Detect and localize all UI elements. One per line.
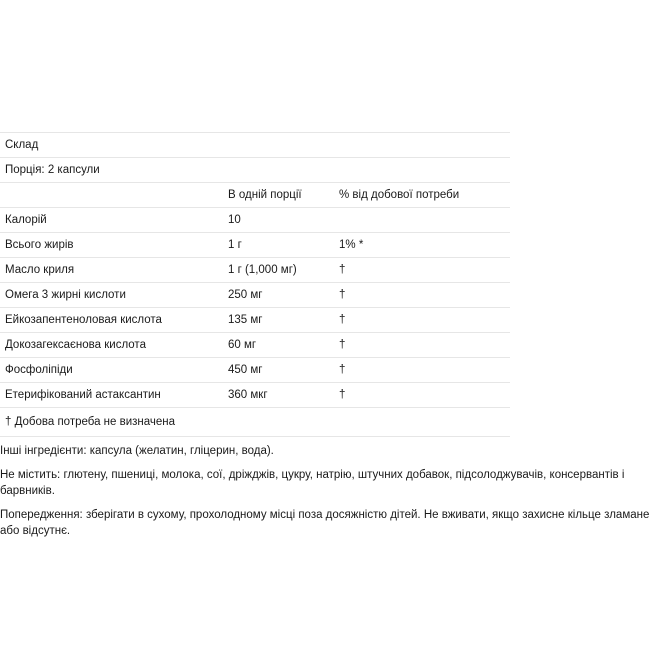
serving-size: Порція: 2 капсули bbox=[5, 164, 100, 176]
nutrient-amount: 360 мкг bbox=[228, 389, 268, 401]
other-ingredients bbox=[0, 443, 672, 459]
nutrient-dv: 1% * bbox=[339, 239, 364, 251]
nutrient-amount: 10 bbox=[228, 214, 241, 226]
free-of-line-1: Не містить: глютену, пшениці, молока, сої, дріжджів, цукру, натрію, штучних добавок, підсолоджувачів, консервантів і bbox=[0, 469, 625, 481]
free-of-line-2: барвників. bbox=[0, 485, 55, 497]
nutrient-amount: 250 мг bbox=[228, 289, 263, 301]
nutrient-name: Масло криля bbox=[5, 264, 75, 276]
table-row bbox=[0, 282, 510, 307]
free-of-statement bbox=[0, 467, 672, 499]
nutrient-name: Фосфоліпіди bbox=[5, 364, 73, 376]
table-row bbox=[0, 332, 510, 357]
supplement-facts-table bbox=[0, 132, 510, 437]
warning-statement bbox=[0, 507, 672, 539]
footnote-row bbox=[0, 407, 510, 437]
table-row bbox=[0, 232, 510, 257]
table-row bbox=[0, 357, 510, 382]
nutrient-dv: † bbox=[339, 314, 346, 326]
nutrient-name: Калорій bbox=[5, 214, 47, 226]
table-header-row bbox=[0, 182, 510, 207]
nutrient-dv: † bbox=[339, 339, 346, 351]
nutrient-amount: 60 мг bbox=[228, 339, 257, 351]
warning-line-1: Попередження: зберігати в сухому, прохолодному місці поза досяжністю дітей. Не вживати, якщо захисне кільце зламане bbox=[0, 509, 650, 521]
table-row bbox=[0, 207, 510, 232]
nutrient-amount: 1 г (1,000 мг) bbox=[228, 264, 297, 276]
nutrient-name: Етерифікований астаксантин bbox=[5, 389, 161, 401]
facts-title: Склад bbox=[5, 139, 39, 151]
daily-value-footnote: † Добова потреба не визначена bbox=[5, 416, 176, 428]
nutrient-name: Омега 3 жирні кислоти bbox=[5, 289, 126, 301]
nutrient-amount: 1 г bbox=[228, 239, 242, 251]
nutrient-amount: 135 мг bbox=[228, 314, 263, 326]
nutrient-dv: † bbox=[339, 289, 346, 301]
nutrient-name: Всього жирів bbox=[5, 239, 74, 251]
nutrient-name: Ейкозапентеноловая кислота bbox=[5, 314, 162, 326]
nutrient-dv: † bbox=[339, 389, 346, 401]
serving-size-row bbox=[0, 157, 510, 182]
daily-value-header: % від добової потреби bbox=[339, 189, 460, 201]
warning-line-2: або відсутнє. bbox=[0, 525, 71, 537]
other-ingredients-text: Інші інгредієнти: капсула (желатин, гліцерин, вода). bbox=[0, 445, 274, 457]
nutrient-name: Докозагексаєнова кислота bbox=[5, 339, 146, 351]
nutrient-amount: 450 мг bbox=[228, 364, 263, 376]
table-row bbox=[0, 257, 510, 282]
facts-title-row bbox=[0, 132, 510, 157]
nutrient-dv: † bbox=[339, 364, 346, 376]
table-row bbox=[0, 382, 510, 407]
per-serving-header: В одній порції bbox=[228, 189, 302, 201]
nutrient-dv: † bbox=[339, 264, 346, 276]
table-row bbox=[0, 307, 510, 332]
